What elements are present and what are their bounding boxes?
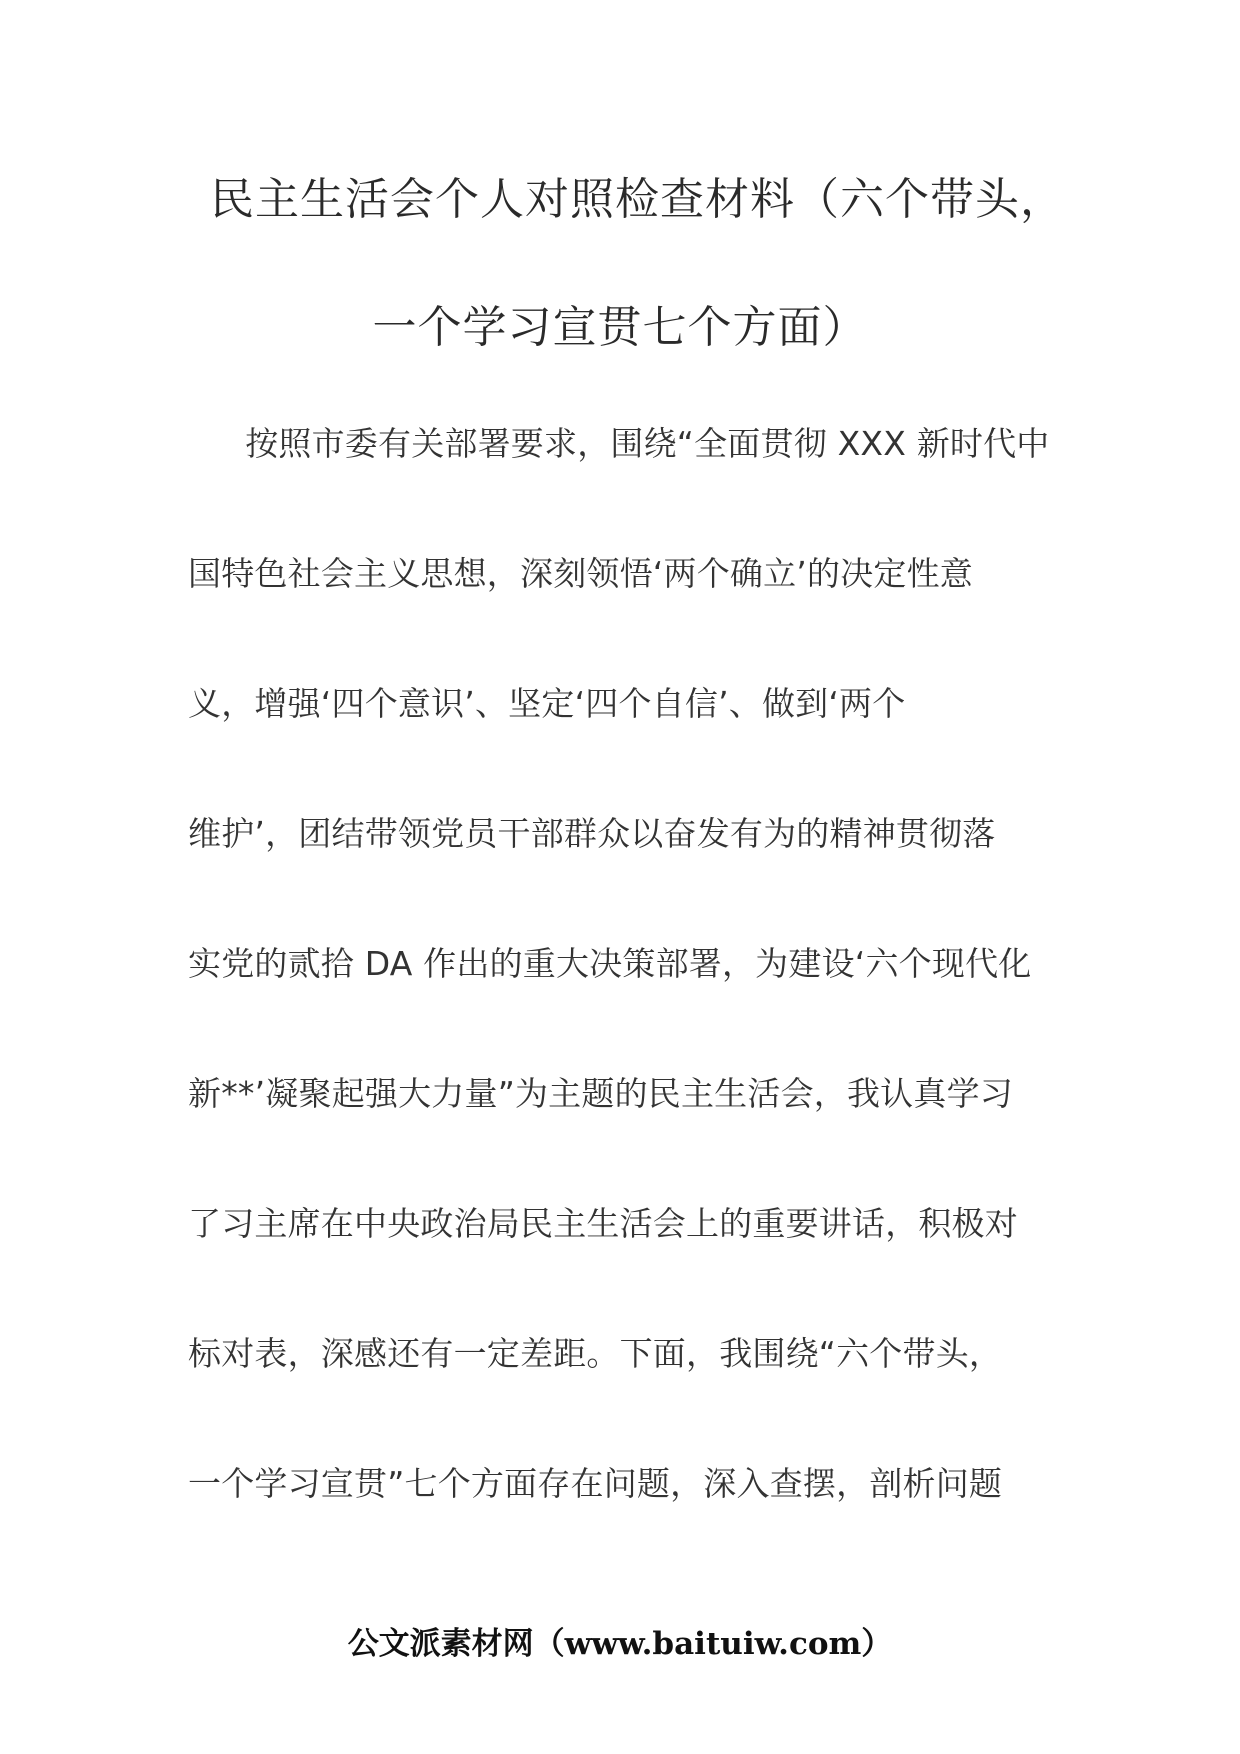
body-line-7: 了习主席在中央政治局民主生活会上的重要讲话，积极对 <box>188 1204 1018 1243</box>
body-line-3: 义，增强‘四个意识’、坚定‘四个自信’、做到‘两个 <box>188 684 906 723</box>
document-title-line-2: 一个学习宣贯七个方面） <box>372 302 868 353</box>
body-line-4: 维护’，团结带领党员干部群众以奋发有为的精神贯彻落 <box>188 814 996 853</box>
body-line-6: 新**’凝聚起强大力量”为主题的民主生活会，我认真学习 <box>188 1074 1013 1113</box>
body-line-2: 国特色社会主义思想，深刻领悟‘两个确立’的决定性意 <box>188 554 973 593</box>
document-title-line-1: 民主生活会个人对照检查材料（六个带头， <box>210 174 1065 225</box>
body-line-5: 实党的贰拾 DA 作出的重大决策部署，为建设‘六个现代化 <box>188 944 1032 983</box>
footer-source-credit: 公文派素材网（www.baituiw.com） <box>347 1626 893 1662</box>
body-line-1: 按照市委有关部署要求，围绕“全面贯彻 XXX 新时代中 <box>212 424 1050 463</box>
body-line-9: 一个学习宣贯”七个方面存在问题，深入查摆，剖析问题 <box>188 1464 1003 1503</box>
body-line-8: 标对表，深感还有一定差距。下面，我围绕“六个带头， <box>188 1334 1003 1373</box>
